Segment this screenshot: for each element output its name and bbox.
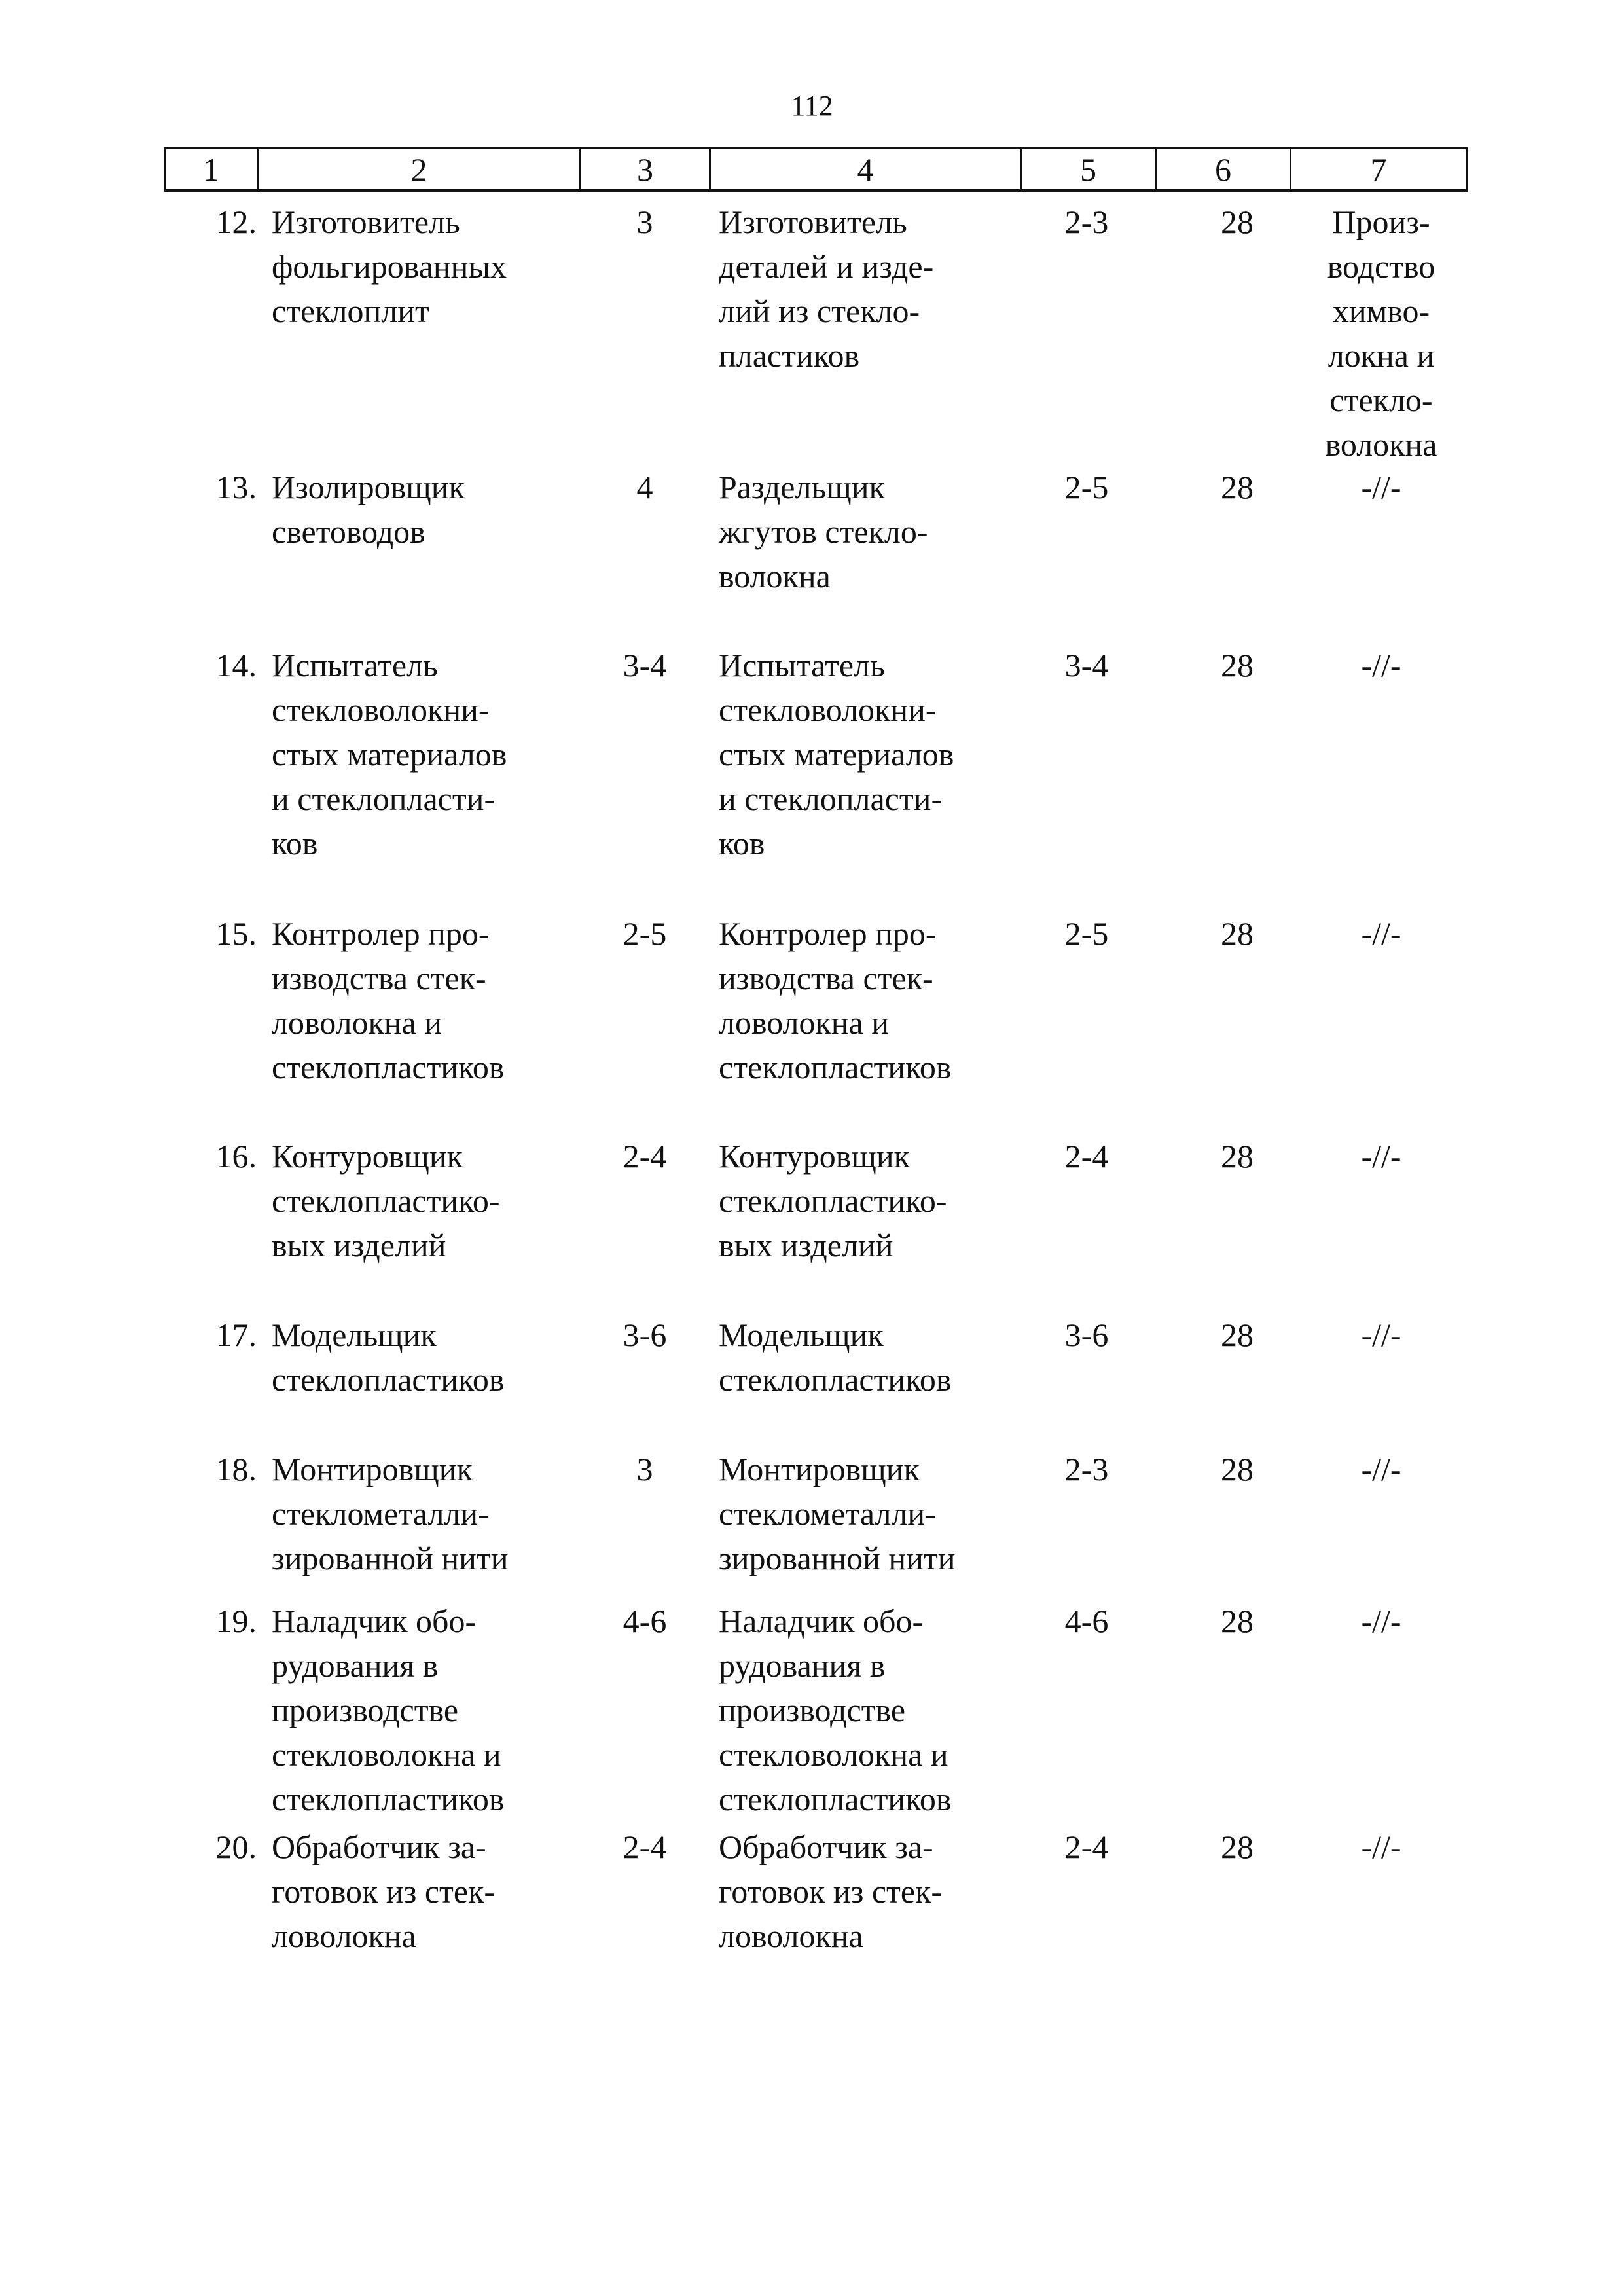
profession-name-line: стеклопластиков <box>272 1361 505 1398</box>
profession-name-line: производстве <box>272 1692 459 1728</box>
code-cell: 28 <box>1221 647 1254 683</box>
code-cell: 28 <box>1221 1451 1254 1487</box>
header-col-4: 4 <box>711 149 1022 189</box>
production-line: локна и <box>1327 337 1435 374</box>
related-profession-line: ловолокна <box>719 1918 863 1954</box>
profession-name-cell <box>272 643 592 866</box>
grade-range-cell: 2-4 <box>1064 1138 1109 1175</box>
related-profession-line: стых материалов <box>719 736 954 773</box>
profession-name-cell <box>272 1313 592 1402</box>
related-profession-line: Испытатель <box>719 647 885 683</box>
related-profession-cell <box>719 1134 1046 1267</box>
related-profession-line: деталей и изде- <box>719 248 934 285</box>
related-profession-line: производстве <box>719 1692 906 1728</box>
production-line: -//- <box>1361 1829 1401 1865</box>
profession-name-line: фольгированных <box>272 248 507 285</box>
production-cell <box>1299 1313 1463 1357</box>
category-cell: 2-4 <box>623 1138 667 1175</box>
related-profession-cell <box>719 1313 1046 1402</box>
row-number-cell: 20. <box>215 1829 257 1865</box>
related-profession-line: Обработчик за- <box>719 1829 933 1865</box>
category-cell: 4-6 <box>623 1603 667 1639</box>
code-cell: 28 <box>1221 204 1254 240</box>
profession-name-line: стеклометалли- <box>272 1495 489 1532</box>
related-profession-line: Наладчик обо- <box>719 1603 924 1639</box>
profession-name-line: ков <box>272 825 318 862</box>
profession-name-line: изводства стек- <box>272 960 486 996</box>
row-number-cell: 15. <box>215 915 257 952</box>
grade-range-cell: 3-4 <box>1064 647 1109 683</box>
production-line: -//- <box>1361 1317 1401 1353</box>
related-profession-line: стекловолокни- <box>719 691 937 728</box>
code-cell: 28 <box>1221 1138 1254 1175</box>
profession-name-cell <box>272 1134 592 1267</box>
related-profession-line: стеклопластиков <box>719 1781 952 1817</box>
profession-name-line: ловолокна и <box>272 1004 442 1041</box>
profession-name-line: Обработчик за- <box>272 1829 486 1865</box>
related-profession-line: стеклопластиков <box>719 1361 952 1398</box>
related-profession-line: стеклопластико- <box>719 1182 947 1219</box>
profession-name-line: и стеклопласти- <box>272 780 496 817</box>
related-profession-line: и стеклопласти- <box>719 780 943 817</box>
production-line: водство <box>1327 248 1435 285</box>
row-number-cell: 18. <box>215 1451 257 1487</box>
production-cell <box>1299 911 1463 956</box>
profession-name-line: Монтировщик <box>272 1451 473 1487</box>
header-col-7: 7 <box>1370 151 1387 188</box>
row-number-cell: 14. <box>215 647 257 683</box>
profession-name-line: вых изделий <box>272 1227 446 1264</box>
related-profession-cell <box>719 643 1046 866</box>
production-line: волокна <box>1325 426 1437 463</box>
related-profession-line: волокна <box>719 558 831 594</box>
production-line: -//- <box>1361 1451 1401 1487</box>
profession-name-line: рудования в <box>272 1647 439 1684</box>
related-profession-line: изводства стек- <box>719 960 933 996</box>
profession-name-cell <box>272 1825 592 1958</box>
grade-range-cell: 2-3 <box>1064 204 1109 240</box>
grade-range-cell: 2-3 <box>1064 1451 1109 1487</box>
related-profession-line: ловолокна и <box>719 1004 890 1041</box>
related-profession-line: Раздельщик <box>719 469 885 505</box>
grade-range-cell: 2-5 <box>1064 469 1109 505</box>
grade-range-cell: 2-5 <box>1064 915 1109 952</box>
profession-name-cell <box>272 465 592 554</box>
related-profession-line: Контуровщик <box>719 1138 910 1175</box>
production-line: -//- <box>1361 469 1401 505</box>
profession-name-line: готовок из стек- <box>272 1873 496 1910</box>
production-line: стекло- <box>1329 382 1433 418</box>
profession-name-cell <box>272 200 592 333</box>
production-cell <box>1299 1825 1463 1869</box>
header-col-5: 5 <box>1022 149 1157 189</box>
category-cell: 2-4 <box>623 1829 667 1865</box>
code-cell: 28 <box>1221 469 1254 505</box>
row-number-cell: 16. <box>215 1138 257 1175</box>
production-cell <box>1299 643 1463 687</box>
category-cell: 3-6 <box>623 1317 667 1353</box>
related-profession-line: рудования в <box>719 1647 886 1684</box>
category-cell: 2-5 <box>623 915 667 952</box>
header-col-3: 3 <box>581 149 711 189</box>
profession-name-cell <box>272 1599 592 1821</box>
code-cell: 28 <box>1221 1317 1254 1353</box>
profession-name-line: Контролер про- <box>272 915 490 952</box>
profession-name-line: стеклопластико- <box>272 1182 500 1219</box>
related-profession-line: вых изделий <box>719 1227 893 1264</box>
related-profession-cell <box>719 200 1046 378</box>
related-profession-line: жгутов стекло- <box>719 513 928 550</box>
grade-range-cell: 2-4 <box>1064 1829 1109 1865</box>
profession-name-line: стеклоплит <box>272 293 429 329</box>
header-col-6: 6 <box>1157 149 1291 189</box>
profession-name-line: Контуровщик <box>272 1138 463 1175</box>
grade-range-cell: 3-6 <box>1064 1317 1109 1353</box>
profession-name-line: стеклопластиков <box>272 1049 505 1085</box>
related-profession-line: ков <box>719 825 765 862</box>
production-line: -//- <box>1361 915 1401 952</box>
related-profession-line: Модельщик <box>719 1317 884 1353</box>
profession-name-line: Испытатель <box>272 647 438 683</box>
category-cell: 4 <box>636 469 653 505</box>
header-col-2: 2 <box>259 149 581 189</box>
profession-name-line: Модельщик <box>272 1317 437 1353</box>
related-profession-line: Контролер про- <box>719 915 937 952</box>
production-line: -//- <box>1361 1603 1401 1639</box>
production-line: -//- <box>1361 647 1401 683</box>
profession-name-line: ловолокна <box>272 1918 416 1954</box>
table-header <box>164 147 1468 192</box>
profession-name-line: Изготовитель <box>272 204 460 240</box>
production-cell <box>1299 1447 1463 1491</box>
production-cell <box>1299 200 1463 467</box>
related-profession-cell <box>719 911 1046 1089</box>
row-number-cell: 17. <box>215 1317 257 1353</box>
row-number-cell: 12. <box>215 204 257 240</box>
row-number-cell: 13. <box>215 469 257 505</box>
production-cell <box>1299 1134 1463 1178</box>
row-number-cell: 19. <box>215 1603 257 1639</box>
production-line: химво- <box>1332 293 1430 329</box>
profession-name-line: стекловолокни- <box>272 691 490 728</box>
related-profession-line: пластиков <box>719 337 860 374</box>
related-profession-line: стекловолокна и <box>719 1736 948 1773</box>
profession-name-line: Наладчик обо- <box>272 1603 477 1639</box>
code-cell: 28 <box>1221 1603 1254 1639</box>
profession-name-cell <box>272 1447 592 1580</box>
category-cell: 3 <box>636 1451 653 1487</box>
profession-name-line: Изолировщик <box>272 469 465 505</box>
production-cell <box>1299 465 1463 509</box>
page-number: 112 <box>791 90 833 122</box>
profession-name-cell <box>272 911 592 1089</box>
related-profession-cell <box>719 1599 1046 1821</box>
related-profession-cell <box>719 465 1046 598</box>
category-cell: 3-4 <box>623 647 667 683</box>
related-profession-line: Монтировщик <box>719 1451 920 1487</box>
related-profession-cell <box>719 1825 1046 1958</box>
profession-name-line: стеклопластиков <box>272 1781 505 1817</box>
related-profession-line: стеклометалли- <box>719 1495 936 1532</box>
related-profession-line: стеклопластиков <box>719 1049 952 1085</box>
category-cell: 3 <box>636 204 653 240</box>
production-line: -//- <box>1361 1138 1401 1175</box>
header-col-1: 1 <box>166 149 259 189</box>
code-cell: 28 <box>1221 1829 1254 1865</box>
code-cell: 28 <box>1221 915 1254 952</box>
profession-name-line: световодов <box>272 513 425 550</box>
profession-name-line: стых материалов <box>272 736 507 773</box>
related-profession-cell <box>719 1447 1046 1580</box>
profession-name-line: стекловолокна и <box>272 1736 501 1773</box>
related-profession-line: лий из стекло- <box>719 293 920 329</box>
production-line: Произ- <box>1332 204 1430 240</box>
profession-name-line: зированной нити <box>272 1540 509 1576</box>
related-profession-line: зированной нити <box>719 1540 956 1576</box>
grade-range-cell: 4-6 <box>1064 1603 1109 1639</box>
production-cell <box>1299 1599 1463 1643</box>
related-profession-line: Изготовитель <box>719 204 907 240</box>
related-profession-line: готовок из стек- <box>719 1873 943 1910</box>
